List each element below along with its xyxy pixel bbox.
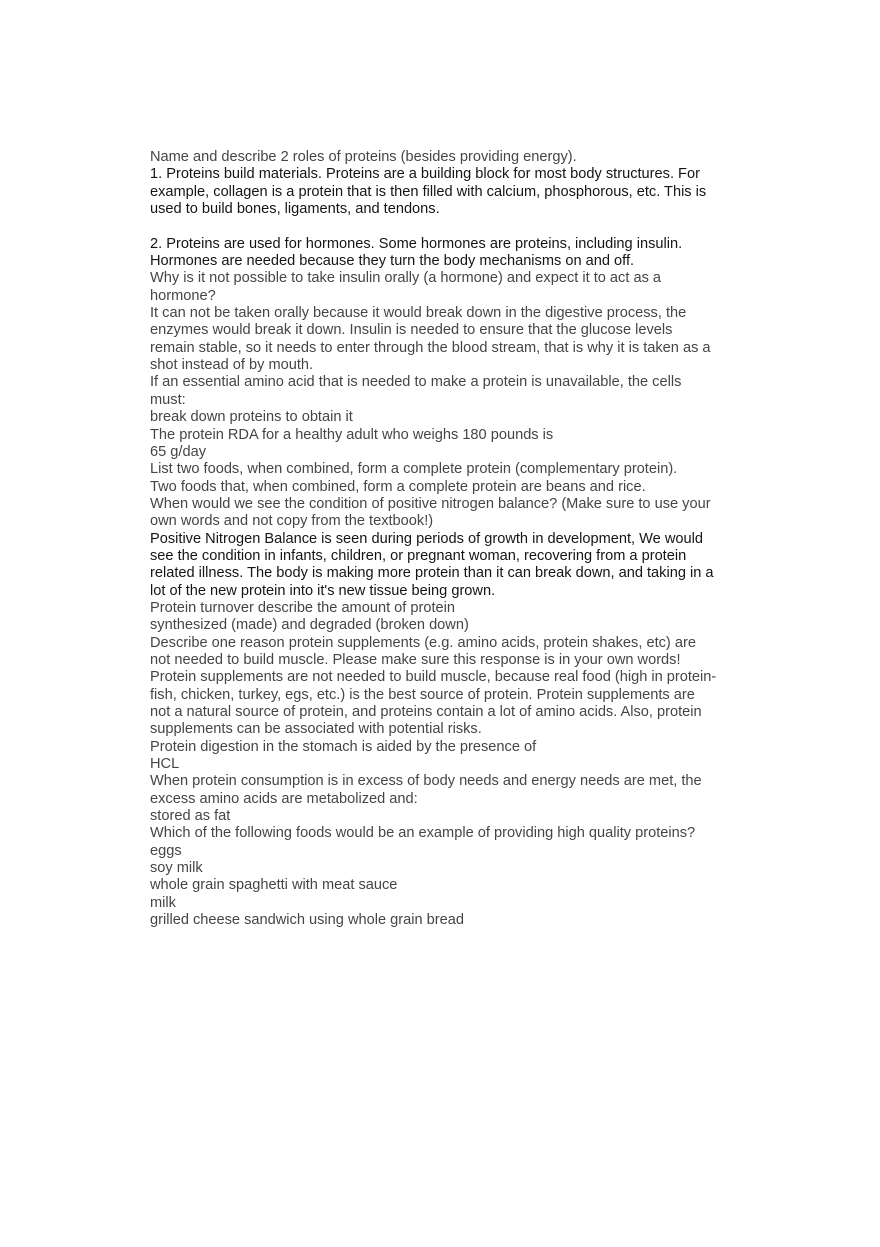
text-line: Positive Nitrogen Balance is seen during periods of growth in development, We would: [150, 530, 703, 547]
text-line: lot of the new protein into it's new tissue being grown.: [150, 582, 496, 599]
text-line: Protein supplements are not needed to build muscle, because real food (high in protein-: [150, 669, 717, 686]
text-line: see the condition in infants, children, or pregnant woman, recovering from a protein: [150, 547, 687, 564]
text-line: 2. Proteins are used for hormones. Some hormones are proteins, including insulin.: [150, 235, 683, 252]
text-line: whole grain spaghetti with meat sauce: [150, 877, 398, 894]
text-line: If an essential amino acid that is needed to make a protein is unavailable, the cells: [150, 374, 682, 391]
text-line: eggs: [150, 842, 182, 859]
text-line: own words and not copy from the textbook!): [150, 513, 434, 530]
text-line: Describe one reason protein supplements (e.g. amino acids, protein shakes, etc) are: [150, 634, 696, 651]
text-line: When would we see the condition of positive nitrogen balance? (Make sure to use your: [150, 495, 711, 512]
text-line: enzymes would break it down. Insulin is needed to ensure that the glucose levels: [150, 322, 673, 339]
text-line: fish, chicken, turkey, egs, etc.) is the best source of protein. Protein supplements are: [150, 686, 695, 703]
text-line: List two foods, when combined, form a complete protein (complementary protein).: [150, 461, 678, 478]
text-line: When protein consumption is in excess of body needs and energy needs are met, the: [150, 773, 702, 790]
text-line: Hormones are needed because they turn the body mechanisms on and off.: [150, 253, 635, 270]
text-line: synthesized (made) and degraded (broken down): [150, 617, 469, 634]
text-line: Two foods that, when combined, form a complete protein are beans and rice.: [150, 478, 646, 495]
text-line: 65 g/day: [150, 443, 206, 460]
text-line: not a natural source of protein, and proteins contain a lot of amino acids. Also, protein: [150, 704, 702, 720]
text-line: grilled cheese sandwich using whole grain bread: [150, 912, 464, 929]
text-line: [150, 218, 750, 235]
text-line: Name and describe 2 roles of proteins (besides providing energy).: [150, 149, 577, 165]
text-line: remain stable, so it needs to enter through the blood stream, that is why it is taken as a: [150, 339, 711, 356]
text-line: milk: [150, 894, 176, 911]
text-line: shot instead of by mouth.: [150, 357, 314, 374]
text-line: example, collagen is a protein that is then filled with calcium, phosphorous, etc. This is: [150, 183, 707, 200]
text-line: related illness. The body is making more protein than it can break down, and taking in a: [150, 565, 714, 582]
text-line: It can not be taken orally because it would break down in the digestive process, the: [150, 305, 687, 322]
text-line: Which of the following foods would be an example of providing high quality proteins?: [150, 825, 696, 842]
text-line: supplements can be associated with potential risks.: [150, 721, 482, 738]
text-line: Protein digestion in the stomach is aided by the presence of: [150, 738, 537, 755]
text-line: HCL: [150, 756, 180, 773]
text-line: hormone?: [150, 287, 216, 304]
text-line: break down proteins to obtain it: [150, 409, 353, 426]
text-line: soy milk: [150, 860, 203, 877]
text-line: The protein RDA for a healthy adult who weighs 180 pounds is: [150, 426, 554, 443]
text-line: Why is it not possible to take insulin orally (a hormone) and expect it to act as a: [150, 270, 662, 287]
text-line: used to build bones, ligaments, and tendons.: [150, 201, 440, 218]
text-line: not needed to build muscle. Please make sure this response is in your own words!: [150, 651, 681, 668]
text-line: 1. Proteins build materials. Proteins are a building block for most body structures. For: [150, 166, 700, 183]
document-page: [150, 149, 750, 929]
text-line: excess amino acids are metabolized and:: [150, 790, 418, 807]
text-line: must:: [150, 391, 186, 408]
text-line: stored as fat: [150, 808, 231, 825]
text-line: Protein turnover describe the amount of protein: [150, 599, 456, 616]
